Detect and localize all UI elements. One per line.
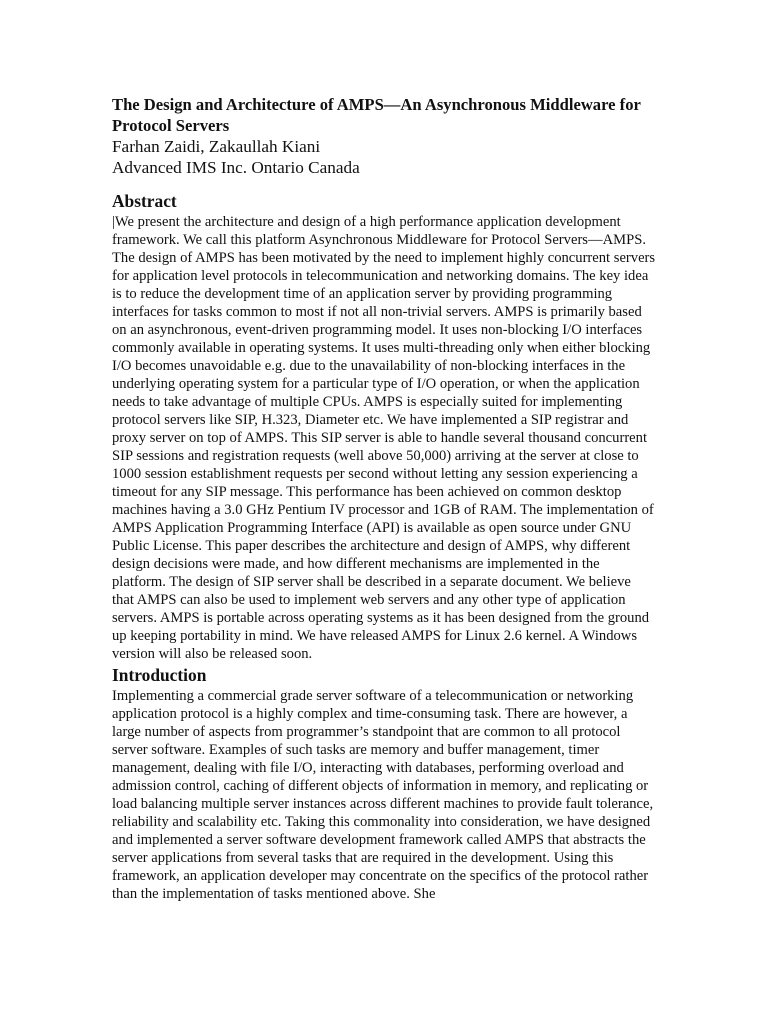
paper-affiliation: Advanced IMS Inc. Ontario Canada [112,158,360,177]
abstract-text: |We present the architecture and design of a high performance application development framework. We call this platform Asynchronous Middleware for Protocol Servers—AMPS. The design of AMPS has been motivated by the need to implement highly concurrent servers for application level protocols in telecommunication and networking domains. The key idea is to reduce the development time of an application server by providing programming interfaces for tasks common to most if not all non-trivial servers. AMPS is primarily based on an asynchronous, event-driven programming model. It uses non-blocking I/O interfaces commonly available in operating systems. It uses multi-threading only when either blocking I/O becomes unavoidable e.g. due to the unavailability of non-blocking interfaces in the underlying operating system for a particular type of I/O operation, or when the application needs to take advantage of multiple CPUs. AMPS is especially suited for implementing protocol servers like SIP, H.323, Diameter etc. We have implemented a SIP registrar and proxy server on top of AMPS. This SIP server is able to handle several thousand concurrent SIP sessions and registration requests (well above 50,000) arriving at the server at close to 1000 session establishment requests per second without letting any session experiencing a timeout for any SIP message. This performance has been achieved on common desktop machines having a 3.0 GHz Pentium IV processor and 1GB of RAM. The implementation of AMPS Application Programming Interface (API) is available as open source under GNU Public License. This paper describes the architecture and design of AMPS, why different design decisions were made, and how different mechanisms are implemented in the platform. The design of SIP server shall be described in a separate document. We believe that AMPS can also be used to implement web servers and any other type of application servers. AMPS is portable across operating systems as it has been designed from the ground up keeping portability in mind. We have released AMPS for Linux 2.6 kernel. A Windows version will also be released soon. [112,214,656,662]
abstract-heading: Abstract [112,191,177,211]
paper-title: The Design and Architecture of AMPS—An Asynchronous Middleware for Protocol Servers [112,95,641,135]
introduction-text: Implementing a commercial grade server software of a telecommunication or networking application protocol is a highly complex and time-consuming task. There are however, a large number of aspects from programmer’s standpoint that are common to all protocol server software. Examples of such tasks are memory and buffer management, timer management, dealing with file I/O, interacting with databases, performing overload and admission control, caching of different objects of information in memory, and replicating or load balancing multiple server instances across different machines to provide fault tolerance, reliability and scalability etc. Taking this commonality into consideration, we have designed and implemented a server software development framework called AMPS that abstracts the server applications from several tasks that are required in the development. Using this framework, an application developer may concentrate on the specifics of the protocol rather than the implementation of tasks mentioned above. She [112,688,654,902]
paper-authors: Farhan Zaidi, Zakaullah Kiani [112,137,321,156]
introduction-heading: Introduction [112,665,207,685]
